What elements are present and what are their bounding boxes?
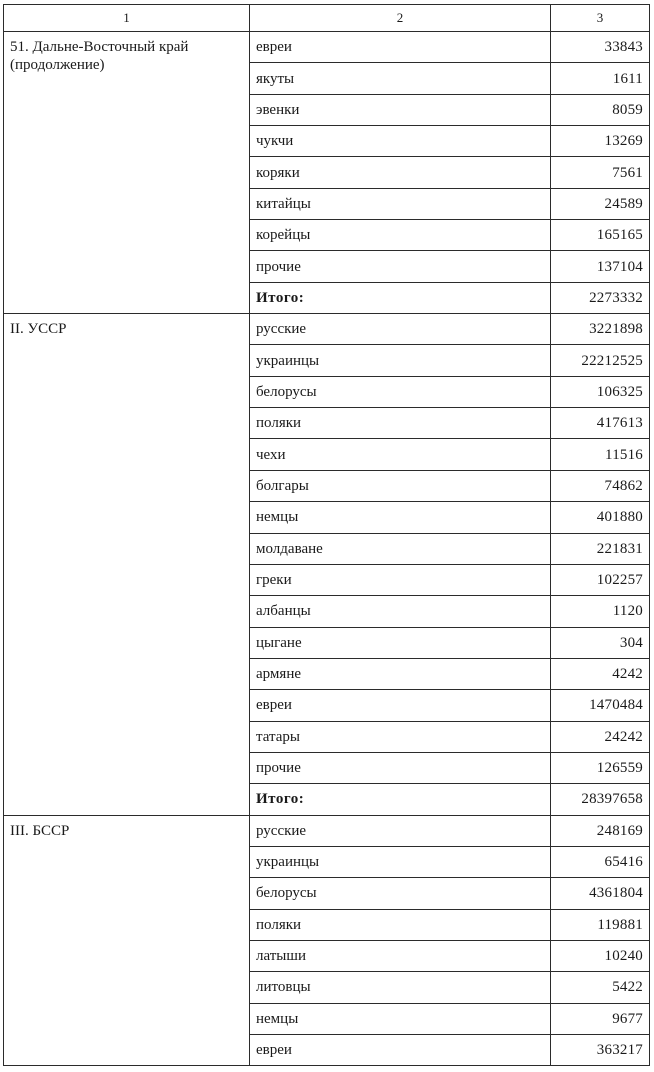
nationality-name: якуты <box>250 63 551 94</box>
header-cell-3: 3 <box>551 5 650 32</box>
population-value: 3221898 <box>551 314 650 345</box>
population-value: 74862 <box>551 470 650 501</box>
table-row <box>4 314 650 345</box>
census-table <box>3 4 650 1066</box>
population-value: 24589 <box>551 188 650 219</box>
nationality-name: русские <box>250 815 551 846</box>
nationality-name: белорусы <box>250 376 551 407</box>
total-value: 28397658 <box>551 784 650 815</box>
region-name: 51. Дальне-Восточный край <box>10 39 189 55</box>
population-value: 4361804 <box>551 878 650 909</box>
population-value: 102257 <box>551 564 650 595</box>
table-row <box>4 815 650 846</box>
table-row <box>4 32 650 63</box>
nationality-name: армяне <box>250 658 551 689</box>
population-value: 1611 <box>551 63 650 94</box>
nationality-name: украинцы <box>250 345 551 376</box>
population-value: 119881 <box>551 909 650 940</box>
table-body <box>4 5 650 1066</box>
nationality-name: татары <box>250 721 551 752</box>
population-value: 1470484 <box>551 690 650 721</box>
population-value: 24242 <box>551 721 650 752</box>
population-value: 10240 <box>551 940 650 971</box>
population-value: 5422 <box>551 972 650 1003</box>
region-name: III. БССР <box>10 822 70 839</box>
total-value: 2273332 <box>551 282 650 313</box>
region-cell <box>4 314 250 816</box>
population-value: 401880 <box>551 502 650 533</box>
population-value: 22212525 <box>551 345 650 376</box>
nationality-name: китайцы <box>250 188 551 219</box>
nationality-name: албанцы <box>250 596 551 627</box>
population-value: 1120 <box>551 596 650 627</box>
population-value: 106325 <box>551 376 650 407</box>
nationality-name: поляки <box>250 909 551 940</box>
population-value: 126559 <box>551 752 650 783</box>
nationality-name: чукчи <box>250 126 551 157</box>
header-cell-1: 1 <box>4 5 250 32</box>
header-row <box>4 5 650 32</box>
population-value: 304 <box>551 627 650 658</box>
nationality-name: украинцы <box>250 846 551 877</box>
nationality-name: русские <box>250 314 551 345</box>
nationality-name: евреи <box>250 32 551 63</box>
population-value: 221831 <box>551 533 650 564</box>
nationality-name: поляки <box>250 408 551 439</box>
nationality-name: корейцы <box>250 220 551 251</box>
population-value: 417613 <box>551 408 650 439</box>
population-value: 13269 <box>551 126 650 157</box>
nationality-name: литовцы <box>250 972 551 1003</box>
nationality-name: эвенки <box>250 94 551 125</box>
total-label: Итого: <box>250 784 551 815</box>
population-value: 248169 <box>551 815 650 846</box>
region-name: II. УССР <box>10 321 67 338</box>
population-value: 7561 <box>551 157 650 188</box>
population-value: 137104 <box>551 251 650 282</box>
population-value: 9677 <box>551 1003 650 1034</box>
total-label: Итого: <box>250 282 551 313</box>
nationality-name: латыши <box>250 940 551 971</box>
population-value: 11516 <box>551 439 650 470</box>
population-value: 65416 <box>551 846 650 877</box>
nationality-name: болгары <box>250 470 551 501</box>
population-value: 165165 <box>551 220 650 251</box>
population-value: 4242 <box>551 658 650 689</box>
region-cell <box>4 815 250 1066</box>
nationality-name: немцы <box>250 502 551 533</box>
region-cell <box>4 32 250 314</box>
nationality-name: греки <box>250 564 551 595</box>
nationality-name: молдаване <box>250 533 551 564</box>
nationality-name: немцы <box>250 1003 551 1034</box>
nationality-name: чехи <box>250 439 551 470</box>
nationality-name: прочие <box>250 752 551 783</box>
population-value: 33843 <box>551 32 650 63</box>
nationality-name: евреи <box>250 1035 551 1066</box>
nationality-name: прочие <box>250 251 551 282</box>
population-value: 363217 <box>551 1035 650 1066</box>
population-value: 8059 <box>551 94 650 125</box>
nationality-name: коряки <box>250 157 551 188</box>
header-cell-2: 2 <box>250 5 551 32</box>
nationality-name: белорусы <box>250 878 551 909</box>
nationality-name: евреи <box>250 690 551 721</box>
region-name: (продолжение) <box>10 57 105 73</box>
nationality-name: цыгане <box>250 627 551 658</box>
